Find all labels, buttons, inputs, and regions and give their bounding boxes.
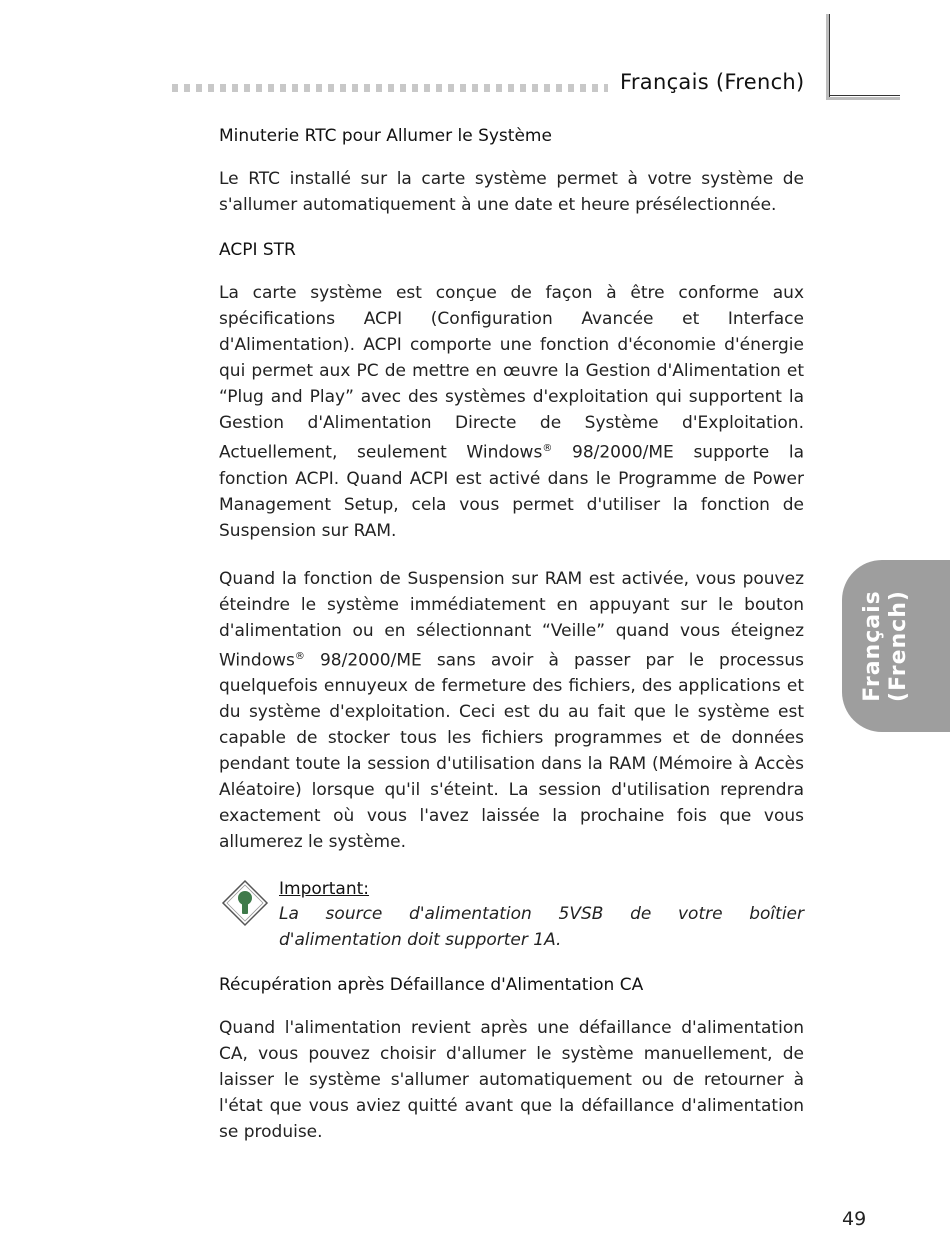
important-note [219, 877, 804, 953]
language-side-tab-label-wrap [856, 576, 916, 716]
main-content [219, 126, 804, 1167]
acpi-paragraph-1 [219, 280, 804, 544]
acpi-paragraph-2-part-b: 98/2000/ME sans avoir à passer par le processus quelquefois ennuyeux de fermeture des fichiers, des applications et du système d'exploitation. Ceci est du au fait que le système est capable de stocker tous les fichiers programmes et de données pendant toute la session d'utilisation dans la RAM (Mémoire à Accès Aléatoire) lorsque qu'il s'éteint. La session d'utilisation reprendra exactement où vous l'avez laissée la prochaine fois que vous allumerez le système. [219, 650, 804, 853]
lightbulb-diamond-icon [221, 879, 269, 927]
corner-mark-horizontal-line [830, 95, 900, 96]
rtc-paragraph: Le RTC installé sur la carte système permet à votre système de s'allumer automatiquement à une date et heure présélectionnée. [219, 169, 804, 215]
acpi-paragraph-1-part-a: La carte système est conçue de façon à être conforme aux spécifications ACPI (Configuration Avancée et Interface d'Alimentation). ACPI comporte une fonction d'économie d'énergie qui permet aux PC de mettre en œuvre la Gestion d'Alimentation et “Plug and Play” avec des systèmes d'exploitation qui supportent la Gestion d'Alimentation Directe de Système d'Exploitation. Actuellement, seulement Windows [219, 283, 804, 463]
page-number: 49 [842, 1208, 867, 1230]
header-dotted-rule [172, 84, 608, 92]
page-header-title: Français (French) [620, 70, 805, 94]
language-side-tab-label: Français (French) [860, 590, 911, 702]
acpi-paragraph-2-part-a: Quand la fonction de Suspension sur RAM est activée, vous pouvez éteindre le système immédiatement en appuyant sur le bouton d'alimentation ou en sélectionnant “Veille” quand vous éteignez Windows [219, 568, 804, 671]
rtc-heading: Minuterie RTC pour Allumer le Système [219, 126, 552, 146]
recovery-paragraph: Quand l'alimentation revient après une défaillance d'alimentation CA, vous pouvez choisir d'allumer le système manuellement, de laisser le système s'allumer automatiquement ou de retourner à l'état que vous aviez quitté avant que la défaillance d'alimentation se produise. [219, 1018, 804, 1143]
corner-mark-vertical-line [829, 14, 830, 98]
acpi-paragraph-1-part-b: 98/2000/ME supporte la fonction ACPI. Quand ACPI est activé dans le Programme de Power Management Setup, cela vous permet d'utiliser la fonction de Suspension sur RAM. [219, 442, 804, 541]
acpi-paragraph-2 [219, 566, 804, 856]
important-title: Important: [279, 879, 370, 900]
corner-mark-horizontal [826, 97, 900, 100]
recovery-heading: Récupération après Défaillance d'Alimentation CA [219, 975, 644, 996]
registered-mark: ® [542, 443, 553, 454]
important-text: La source d'alimentation 5VSB de votre boîtier d'alimentation doit supporter 1A. [279, 904, 804, 951]
acpi-heading: ACPI STR [219, 240, 296, 260]
registered-mark: ® [294, 650, 305, 662]
